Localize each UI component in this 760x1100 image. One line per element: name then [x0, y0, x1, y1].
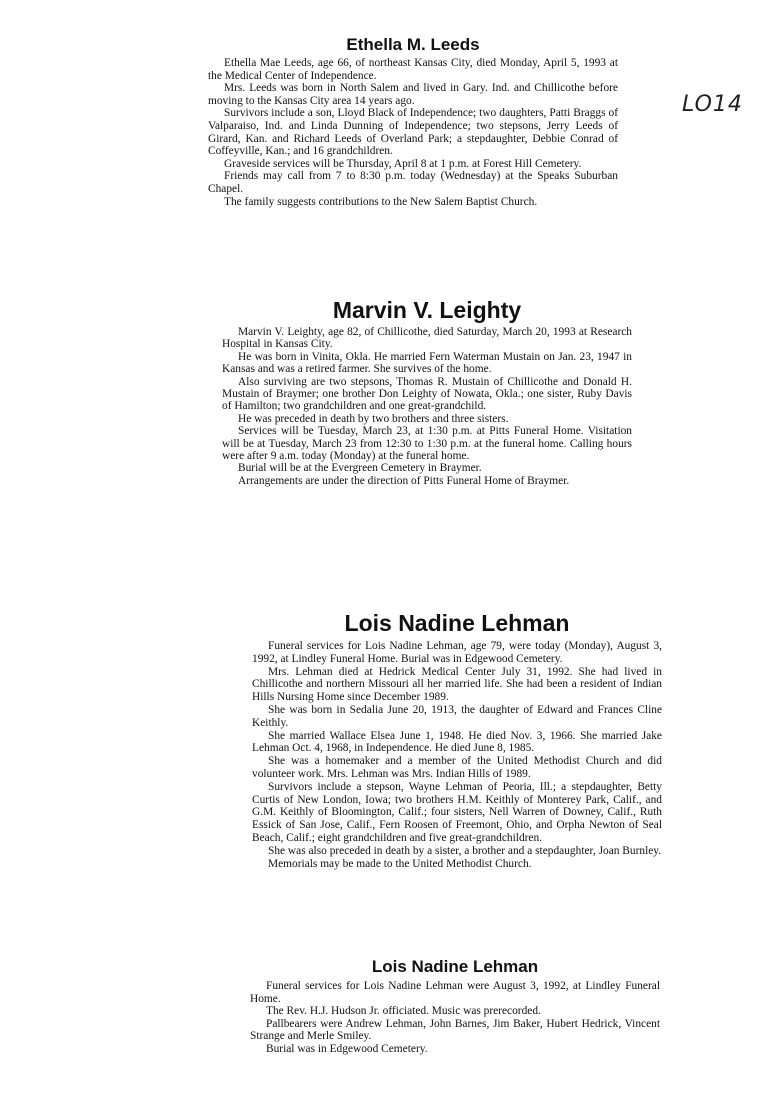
obituary-paragraph: Burial was in Edgewood Cemetery.: [266, 1042, 428, 1055]
handwritten-annotation: LO14: [682, 92, 743, 117]
obituary-paragraph: The Rev. H.J. Hudson Jr. officiated. Music was prerecorded.: [266, 1005, 541, 1018]
obituary-paragraph: Also surviving are two stepsons, Thomas R. Mustain of Chillicothe and Donald H. Mustain of Braymer; one brother Don Leighty of Nowata, Okla.; one sister, Ruby Davis of Hamilton; two grandchildren and one great-grandchild.: [222, 375, 632, 413]
obituary-paragraph: She was a homemaker and a member of the United Methodist Church and did volunteer work. Mrs. Lehman was Mrs. Indian Hills of 1989.: [252, 755, 662, 780]
obituary-paragraph: Arrangements are under the direction of Pitts Funeral Home of Braymer.: [238, 474, 570, 487]
obituary-paragraph: Survivors include a stepson, Wayne Lehman of Peoria, Ill.; a stepdaughter, Betty Curtis of New London, Iowa; two brothers H.M. Keithly of Monterey Park, Calif., and G.M. Keithly of Bloomington, Calif.; four sisters, Nell Warren of Downey, Calif., Ruth Essick of San Jose, Calif., Fern Roosen of Freemont, Ohio, and Orpha Newton of Seal Beach, Calif.; eight grandchildren and five great-grandchildren.: [252, 780, 662, 844]
obituary-title: Ethella M. Leeds: [346, 35, 480, 54]
obituary-paragraph: Friends may call from 7 to 8:30 p.m. today (Wednesday) at the Speaks Suburban Chapel.: [208, 170, 618, 195]
obituary-paragraph: She married Wallace Elsea June 1, 1948. He died Nov. 3, 1966. She married Jake Lehman Oct. 4, 1968, in Independence. He died June 8, 1985.: [252, 729, 662, 755]
obituary-paragraph: Funeral services for Lois Nadine Lehman, age 79, were today (Monday), August 3, 1992, at Lindley Funeral Home. Burial was in Edgewood Cemetery.: [252, 640, 662, 665]
obituary-paragraph: Graveside services will be Thursday, April 8 at 1 p.m. at Forest Hill Cemetery.: [224, 157, 582, 170]
obituary-clipping-leeds: [208, 34, 618, 208]
obituary-paragraph: Services will be Tuesday, March 23, at 1:30 p.m. at Pitts Funeral Home. Visitation will be at Tuesday, March 23 from 12:30 to 1:30 p.m. at the funeral home. Calling hours were after 9 a.m. today (Monday) at the funeral home.: [222, 425, 632, 463]
obituary-paragraph: She was born in Sedalia June 20, 1913, the daughter of Edward and Frances Cline Keithly.: [252, 703, 662, 729]
obituary-title: Lois Nadine Lehman: [344, 610, 570, 636]
obituary-paragraph: Funeral services for Lois Nadine Lehman were August 3, 1992, at Lindley Funeral Home.: [250, 980, 660, 1005]
obituary-paragraph: The family suggests contributions to the New Salem Baptist Church.: [224, 195, 538, 208]
obituary-paragraph: Mrs. Lehman died at Hedrick Medical Center July 31, 1992. She had lived in Chillicothe and northern Missouri all her married life. She had been a resident of Indian Hills Nursing Home since December 1989.: [252, 665, 662, 704]
obituary-paragraph: Survivors include a son, Lloyd Black of Independence; two daughters, Patti Braggs of Valparaiso, Ind. and Linda Dunning of Independence; two stepsons, Jerry Leeds of Girard, Kan. and Richard Leeds of Overland Park; a stepdaughter, Debbie Conrad of Coffeyville, Kan.; and 16 grandchildren.: [208, 107, 618, 158]
obituary-paragraph: Burial will be at the Evergreen Cemetery in Braymer.: [238, 462, 482, 475]
obituary-clipping-lehman: [252, 609, 662, 870]
obituary-paragraph: Ethella Mae Leeds, age 66, of northeast Kansas City, died Monday, April 5, 1993 at the Medical Center of Independence.: [208, 57, 618, 82]
obituary-title: Lois Nadine Lehman: [371, 957, 539, 976]
obituary-paragraph: Marvin V. Leighty, age 82, of Chillicothe, died Saturday, March 20, 1993 at Research Hospital in Kansas City.: [222, 326, 632, 351]
obituary-paragraph: She was also preceded in death by a sister, a brother and a stepdaughter, Joan Burnley.: [268, 844, 662, 857]
obituary-paragraph: He was born in Vinita, Okla. He married Fern Waterman Mustain on Jan. 23, 1947 in Kansas and was a retired farmer. She survives of the home.: [222, 350, 632, 376]
funeral-notice-lehman: [250, 956, 660, 1056]
obituary-paragraph: Memorials may be made to the United Methodist Church.: [268, 857, 532, 870]
obituary-title: Marvin V. Leighty: [332, 297, 522, 323]
obituary-paragraph: Pallbearers were Andrew Lehman, John Barnes, Jim Baker, Hubert Hedrick, Vincent Strange and Merle Smiley.: [250, 1017, 660, 1043]
obituary-paragraph: He was preceded in death by two brothers and three sisters.: [238, 412, 509, 425]
obituary-paragraph: Mrs. Leeds was born in North Salem and lived in Gary. Ind. and Chillicothe before moving to the Kansas City area 14 years ago.: [208, 82, 618, 107]
obituary-clipping-leighty: [222, 296, 632, 487]
